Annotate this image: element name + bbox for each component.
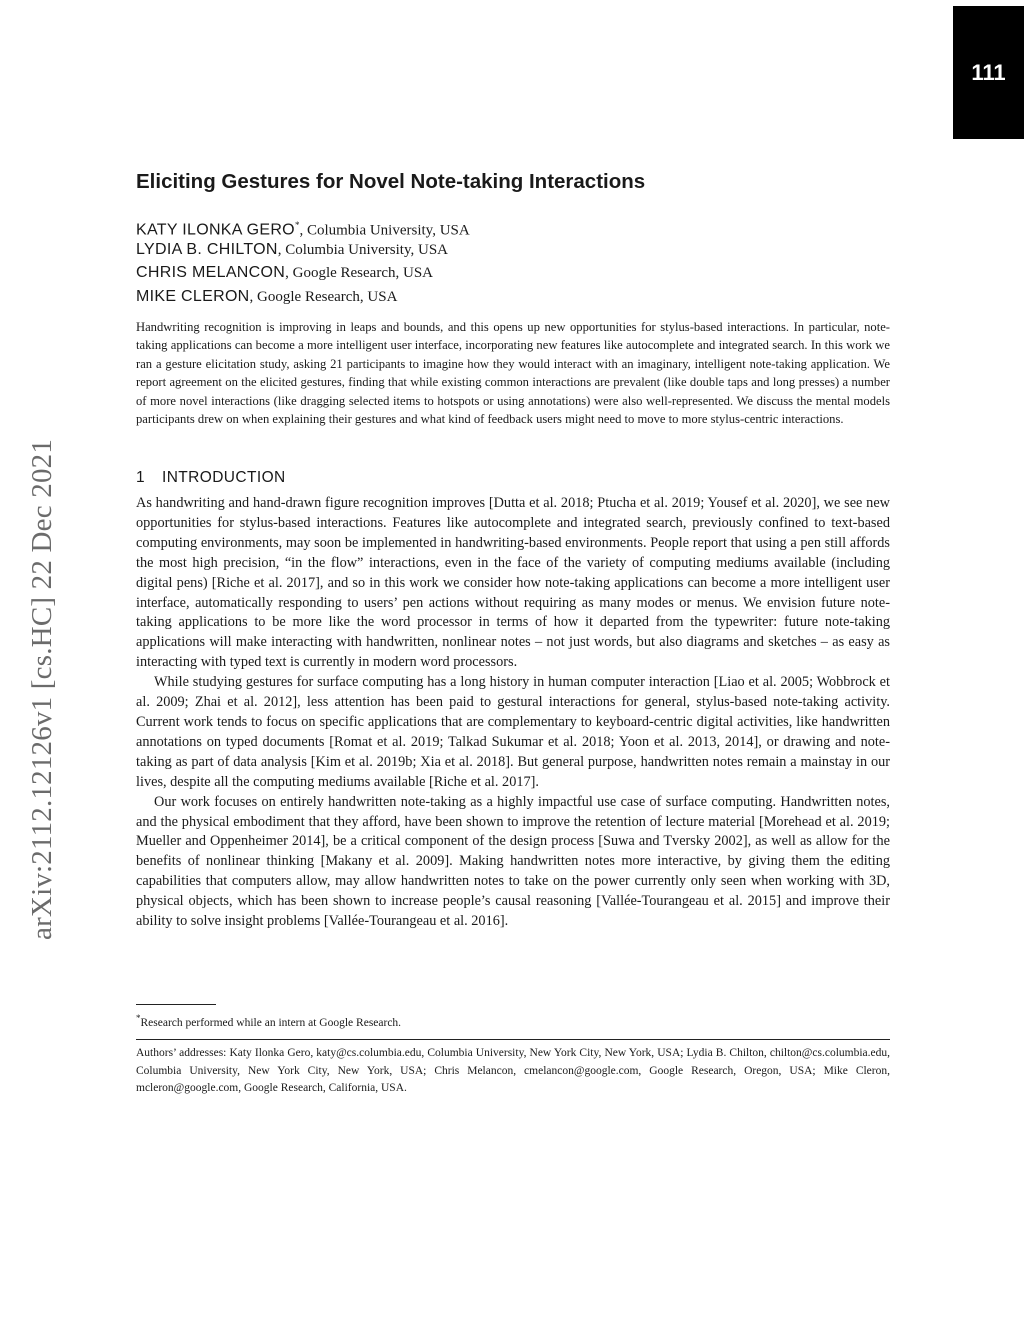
page-number-tab	[953, 6, 1024, 139]
author-affiliation: , Google Research, USA	[285, 265, 433, 281]
author-entry	[136, 238, 896, 262]
footnote-text: Research performed while an intern at Google Research.	[140, 1016, 402, 1029]
author-name: KATY ILONKA GERO	[136, 221, 295, 239]
body-paragraph: Our work focuses on entirely handwritten note-taking as a highly impactful use case of surface computing. Handwritten notes, and the physical embodiment that they afford, have been shown to improve the retention of lecture material [Morehead et al. 2019; Mueller and Oppenheimer 2014], be a critical component of the design process [Suwa and Tversky 2002], as well as allow for the benefits of nonlinear thinking [Makany et al. 2009]. Making handwritten notes more interactive, by giving them the editing capabilities that computers allow, may allow handwritten notes to take on the power currently only seen when working with 3D, physical objects, which has been shown to increase people’s causal reasoning [Vallée-Tourangeau et al. 2015] and improve their ability to solve insight problems [Vallée-Tourangeau et al. 2016].	[136, 793, 890, 930]
author-list	[136, 214, 896, 308]
section-title: INTRODUCTION	[162, 469, 286, 486]
author-entry	[136, 214, 896, 238]
abstract: Handwriting recognition is improving in leaps and bounds, and this opens up new opportunities for stylus-based interactions. In particular, note-taking applications can become a more intelligent user interface, incorporating new features like autocomplete and integrated search. In this work we ran a gesture elicitation study, asking 21 participants to imagine how they would interact with an imaginary, intelligent note-taking application. We report agreement on the elicited gestures, finding that while existing common interactions are prevalent (like double taps and long presses) a number of more novel interactions (like dragging selected items to hotspots or using annotations) were also well-represented. We discuss the mental models participants drew on when explaining their gestures and what kind of feedback users might need to move to more stylus-centric interactions.	[136, 320, 890, 427]
author-entry	[136, 285, 896, 309]
footnote	[136, 1011, 890, 1031]
body-paragraph: While studying gestures for surface computing has a long history in human computer interaction [Liao et al. 2005; Wobbrock et al. 2009; Zhai et al. 2012], less attention has been paid to gestural interactions for general, stylus-based note-taking activity. Current work tends to focus on specific applications that are complementary to keyboard-centric digital activities, like handwritten annotations on typed documents [Romat et al. 2019; Talkad Sukumar et al. 2018; Yoon et al. 2013, 2014], or drawing and note-taking as part of data analysis [Kim et al. 2019b; Xia et al. 2018]. But general purpose, handwritten notes remain a mainstay in our lives, despite all the computing mediums available [Riche et al. 2017].	[136, 674, 890, 790]
body-paragraph: As handwriting and hand-drawn figure recognition improves [Dutta et al. 2018; Ptucha et al. 2019; Yousef et al. 2020], we see new opportunities for stylus-based interactions. Features like autocomplete and integrated search, previously confined to text-based computing environments, may soon be implemented in handwriting-based environments. People report that using a pen still affords the most high precision, “in the flow” interactions, even in the face of the variety of computing mediums available (including digital pens) [Riche et al. 2017], and so in this work we consider how note-taking applications can become a more intelligent user interface, automatically responding to users’ pen actions without requiring as many modes or menus. We envision future note-taking applications to be more like the word processor in terms of how it departed from the typewriter: future note-taking applications will make interacting with handwritten, nonlinear notes – not just words, but also diagrams and sketches – as easy as interacting with typed text is currently in modern word processors.	[136, 495, 890, 671]
author-name: LYDIA B. CHILTON	[136, 240, 278, 258]
introduction-body	[136, 494, 890, 932]
author-affiliation: , Columbia University, USA	[277, 241, 449, 258]
section-heading	[136, 466, 286, 490]
author-entry	[136, 261, 896, 285]
section-number: 1	[136, 469, 146, 486]
author-name: MIKE CLERON	[136, 287, 250, 305]
paper-title: Eliciting Gestures for Novel Note-taking Interactions	[136, 170, 646, 193]
footnote-divider	[136, 1004, 216, 1005]
author-addresses: Authors’ addresses: Katy Ilonka Gero, katy@cs.columbia.edu, Columbia University, New York City, New York, USA; Lydia B. Chilton, chilton@cs.columbia.edu, Columbia University, New York City, New York, USA; Chris Melancon, cmelancon@google.com, Google Research, Oregon, USA; Mike Cleron, mcleron@google.com, Google Research, California, USA.	[136, 1047, 890, 1094]
author-footnote-mark[interactable]: *	[294, 220, 300, 230]
author-name: CHRIS MELANCON	[136, 264, 286, 281]
author-affiliation: , Columbia University, USA	[299, 222, 470, 239]
arxiv-identifier[interactable]: arXiv:2112.12126v1 [cs.HC] 22 Dec 2021	[26, 438, 58, 940]
addresses-divider	[136, 1039, 890, 1040]
author-affiliation: , Google Research, USA	[249, 288, 398, 305]
footnote-mark: *	[136, 1013, 141, 1023]
page-number: 111	[971, 59, 1006, 85]
